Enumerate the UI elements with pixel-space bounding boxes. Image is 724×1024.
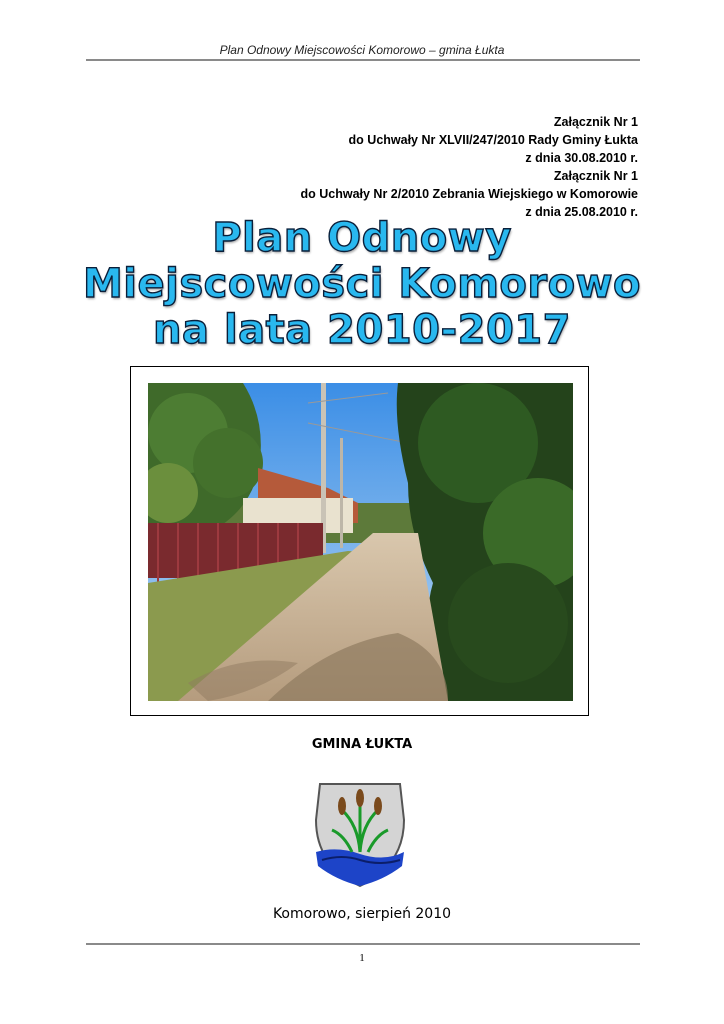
attachment-line-3: z dnia 30.08.2010 r.: [525, 151, 638, 165]
municipality-name: GMINA ŁUKTA: [311, 737, 413, 752]
title-line-2: Miejscowości Komorowo: [82, 261, 642, 307]
photo-frame: [130, 366, 589, 716]
header-rule: [86, 59, 640, 61]
title-line-1: Plan Odnowy: [212, 215, 512, 261]
page-number: 1: [359, 952, 365, 964]
attachment-line-4: Załącznik Nr 1: [553, 169, 638, 183]
attachment-block: [301, 113, 639, 221]
village-road-photo: [148, 383, 573, 701]
footer-rule: [86, 943, 640, 945]
document-title: [0, 215, 724, 353]
attachment-line-2: do Uchwały Nr XLVII/247/2010 Rady Gminy Łukta: [348, 133, 638, 147]
attachment-line-6: z dnia 25.08.2010 r.: [525, 205, 638, 219]
running-header: Plan Odnowy Miejscowości Komorowo – gmina Łukta: [219, 43, 505, 57]
coat-of-arms-icon: [314, 780, 406, 890]
place-and-date: Komorowo, sierpień 2010: [272, 906, 452, 922]
title-line-3: na lata 2010-2017: [153, 307, 571, 353]
attachment-line-5: do Uchwały Nr 2/2010 Zebrania Wiejskiego w Komorowie: [300, 187, 638, 201]
attachment-line-1: Załącznik Nr 1: [553, 115, 638, 129]
